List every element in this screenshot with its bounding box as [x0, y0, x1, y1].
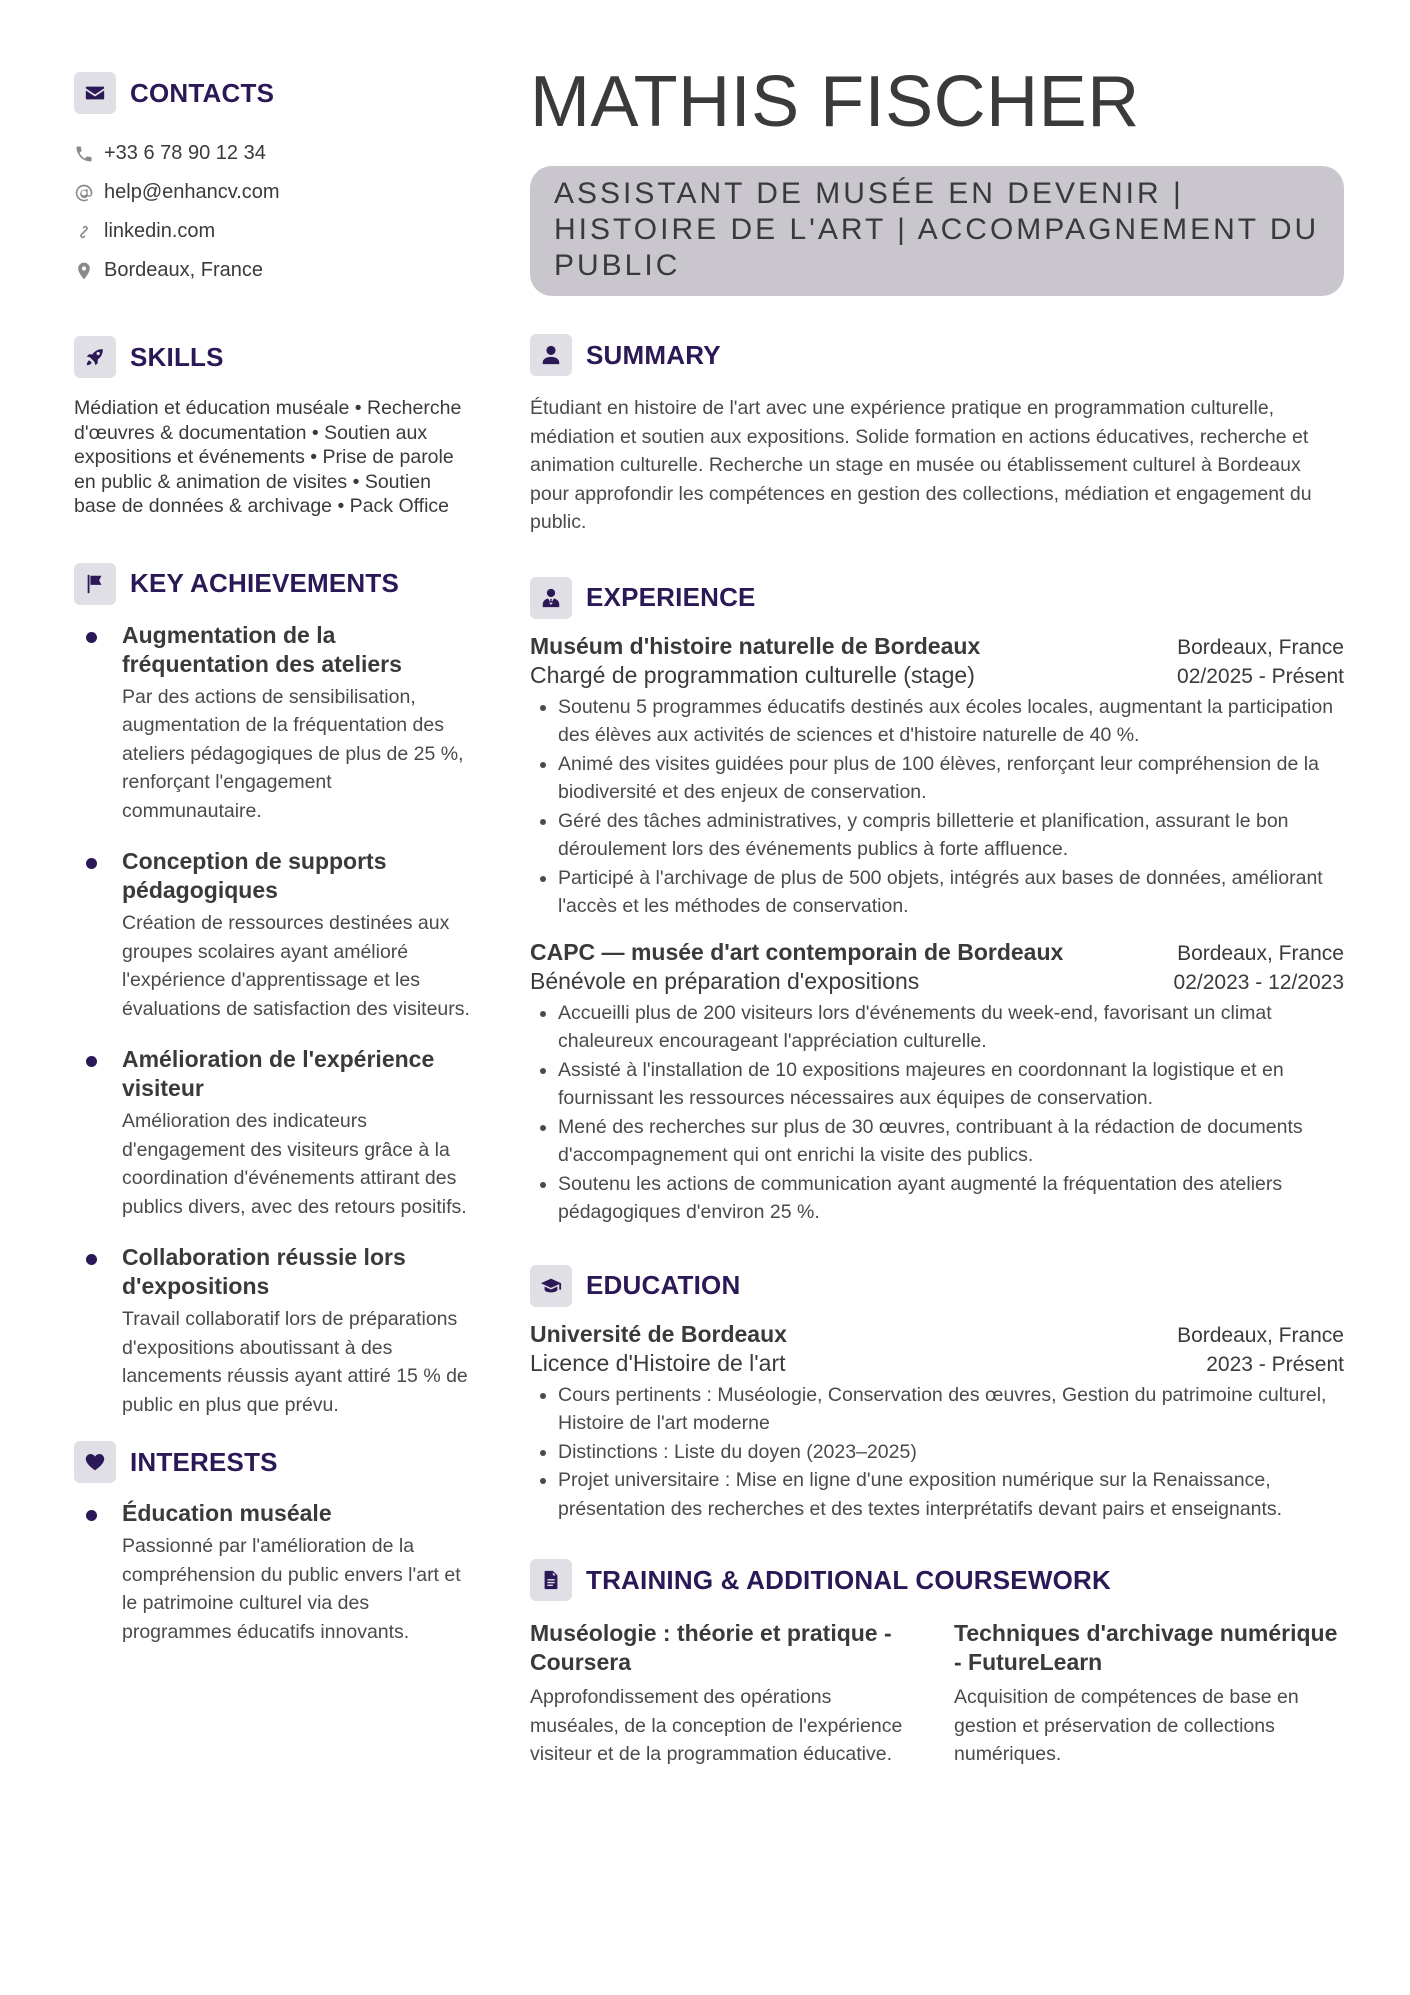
- job-dates: 02/2023 - 12/2023: [1173, 970, 1344, 994]
- user-tie-icon: [530, 577, 572, 619]
- contact-location: [74, 251, 474, 290]
- bullet-item: Mené des recherches sur plus de 30 œuvres, contribuant à la rédaction de documents d'accompagnement qui ont enrichi la visite des publics.: [530, 1113, 1344, 1170]
- edu-location: Bordeaux, France: [1177, 1323, 1344, 1347]
- achievements-section: [74, 563, 474, 1420]
- bullet-dot: [86, 632, 97, 643]
- experience-title: EXPERIENCE: [586, 582, 756, 612]
- achievements-list: [74, 621, 474, 1420]
- interest-desc: Passionné par l'amélioration de la compréhension du public envers l'art et le patrimoine culturel via des programmes éducatifs innovants.: [122, 1535, 461, 1643]
- training-item-desc: Approfondissement des opérations muséales, de la conception de l'expérience visiteur et de la programmation éducative.: [530, 1686, 903, 1765]
- education-entry: [530, 1321, 1344, 1524]
- bullet-item: Géré des tâches administratives, y compris billetterie et planification, assurant le bon déroulement lors des événements publics à forte affluence.: [530, 807, 1344, 864]
- training-item-desc: Acquisition de compétences de base en gestion et préservation de collections numériques.: [954, 1686, 1299, 1765]
- job-company: CAPC — musée d'art contemporain de Bordeaux: [530, 938, 1064, 965]
- linkedin-text[interactable]: linkedin.com: [104, 220, 216, 242]
- resume-header: [530, 62, 1344, 296]
- at-icon: [74, 183, 94, 203]
- experience-header: [530, 577, 1344, 619]
- achievement-desc: Amélioration des indicateurs d'engagement des visiteurs grâce à la coordination d'événements attirant des publics divers, avec des retours positifs.: [122, 1110, 467, 1218]
- achievement-title: Conception de supports pédagogiques: [122, 848, 387, 903]
- email-text[interactable]: help@enhancv.com: [104, 181, 280, 203]
- achievement-title: Amélioration de l'expérience visiteur: [122, 1046, 435, 1101]
- interest-title: Éducation muséale: [122, 1500, 332, 1526]
- job-entry: [530, 939, 1344, 1227]
- job-row-company: [530, 939, 1344, 966]
- contact-phone: [74, 134, 474, 173]
- graduation-cap-icon: [530, 1265, 572, 1307]
- contact-list: [74, 134, 474, 290]
- achievement-desc: Travail collaboratif lors de préparations d'expositions aboutissant à des lancements réussis ayant attiré 15 % de public en plus que prévu.: [122, 1308, 468, 1416]
- flag-icon: [74, 563, 116, 605]
- bullet-item: Projet universitaire : Mise en ligne d'une exposition numérique sur la Renaissance, présentation des recherches et des textes interprétatifs devant pairs et enseignants.: [530, 1466, 1344, 1523]
- achievement-desc: Par des actions de sensibilisation, augmentation de la fréquentation des ateliers pédagogiques de plus de 25 %, renforçant l'engagement communautaire.: [122, 685, 464, 822]
- candidate-name: MATHIS FISCHER: [530, 62, 1140, 142]
- training-item-title: Techniques d'archivage numérique - FutureLearn: [954, 1620, 1338, 1675]
- bullet-dot: [86, 1254, 97, 1265]
- tagline-banner: ASSISTANT DE MUSÉE EN DEVENIR | HISTOIRE DE L'ART | ACCOMPAGNEMENT DU PUBLIC: [530, 166, 1344, 296]
- education-title: EDUCATION: [586, 1270, 741, 1300]
- achievement-item: [74, 847, 474, 1023]
- user-icon: [530, 334, 572, 376]
- left-column: [74, 72, 474, 1668]
- contacts-header: [74, 72, 474, 114]
- training-item: [954, 1619, 1344, 1769]
- skills-header: [74, 336, 474, 378]
- bullet-item: Soutenu 5 programmes éducatifs destinés aux écoles locales, augmentant la participation des élèves aux activités de sciences et d'histoire naturelle de 40 %.: [530, 693, 1344, 750]
- job-bullets: [530, 999, 1344, 1227]
- summary-header: [530, 334, 1344, 376]
- contact-email: [74, 173, 474, 212]
- rocket-icon: [74, 336, 116, 378]
- bullet-item: Cours pertinents : Muséologie, Conservation des œuvres, Gestion du patrimoine culturel, Histoire de l'art moderne: [530, 1381, 1344, 1438]
- training-grid: [530, 1619, 1344, 1769]
- achievement-title: Augmentation de la fréquentation des ateliers: [122, 621, 402, 677]
- job-company: Muséum d'histoire naturelle de Bordeaux: [530, 632, 981, 659]
- achievement-item: [74, 621, 474, 826]
- interests-title: INTERESTS: [130, 1446, 278, 1477]
- achievement-item: [74, 1243, 474, 1419]
- envelope-icon: [74, 72, 116, 114]
- contacts-title: CONTACTS: [130, 77, 275, 108]
- achievements-header: [74, 563, 474, 605]
- edu-row-school: [530, 1321, 1344, 1348]
- contacts-section: [74, 72, 474, 290]
- edu-school: Université de Bordeaux: [530, 1320, 787, 1347]
- bullet-dot: [86, 858, 97, 869]
- training-section: [530, 1559, 1344, 1769]
- skills-title: SKILLS: [130, 341, 224, 372]
- job-row-company: [530, 633, 1344, 660]
- bullet-item: Distinctions : Liste du doyen (2023–2025): [530, 1438, 1344, 1467]
- summary-section: [530, 334, 1344, 537]
- job-location: Bordeaux, France: [1177, 941, 1344, 965]
- job-dates: 02/2025 - Présent: [1177, 664, 1344, 688]
- edu-bullets: [530, 1381, 1344, 1524]
- bullet-item: Assisté à l'installation de 10 expositions majeures en coordonnant la logistique et en fournissant les ressources nécessaires aux équipes de conservation.: [530, 1056, 1344, 1113]
- interest-item: [74, 1499, 474, 1646]
- link-icon: [74, 222, 94, 242]
- training-header: [530, 1559, 1344, 1601]
- training-title: TRAINING & ADDITIONAL COURSEWORK: [586, 1564, 1111, 1595]
- bullet-item: Animé des visites guidées pour plus de 100 élèves, renforçant leur compréhension de la biodiversité et des enjeux de conservation.: [530, 750, 1344, 807]
- achievement-title: Collaboration réussie lors d'expositions: [122, 1244, 406, 1299]
- document-icon: [530, 1559, 572, 1601]
- map-pin-icon: [74, 261, 94, 281]
- experience-section: [530, 577, 1344, 1227]
- education-section: [530, 1265, 1344, 1524]
- job-row-role: [530, 662, 1344, 689]
- interests-header: [74, 1441, 474, 1483]
- job-location: Bordeaux, France: [1177, 635, 1344, 659]
- interests-list: [74, 1499, 474, 1646]
- achievements-title: KEY ACHIEVEMENTS: [130, 568, 400, 598]
- interests-section: [74, 1441, 474, 1646]
- location-text: Bordeaux, France: [104, 259, 263, 281]
- job-role: Bénévole en préparation d'expositions: [530, 967, 920, 994]
- bullet-dot: [86, 1056, 97, 1067]
- training-item: [530, 1619, 920, 1769]
- contact-linkedin: [74, 212, 474, 251]
- job-role: Chargé de programmation culturelle (stage): [530, 661, 975, 688]
- skills-text: Médiation et éducation muséale • Recherche d'œuvres & documentation • Soutien aux expositions et événements • Prise de parole en public & animation de visites • Soutien base de données & archivage • Pack Office: [74, 397, 462, 517]
- heart-icon: [74, 1441, 116, 1483]
- bullet-item: Accueilli plus de 200 visiteurs lors d'événements du week-end, favorisant un climat chaleureux encourageant l'appréciation culturelle.: [530, 999, 1344, 1056]
- achievement-item: [74, 1045, 474, 1221]
- job-row-role: [530, 968, 1344, 995]
- summary-text: Étudiant en histoire de l'art avec une expérience pratique en programmation culturelle, médiation et soutien aux expositions. Solide formation en actions éducatives, recherche et animation culturelle. Recherche un stage en musée ou établissement culturel à Bordeaux pour approfondir les compétences en gestion des collections, médiation et engagement du public.: [530, 397, 1312, 533]
- phone-text[interactable]: +33 6 78 90 12 34: [104, 142, 266, 164]
- education-header: [530, 1265, 1344, 1307]
- summary-title: SUMMARY: [586, 339, 721, 370]
- bullet-item: Soutenu les actions de communication ayant augmenté la fréquentation des ateliers pédagogiques d'environ 25 %.: [530, 1170, 1344, 1227]
- skills-section: [74, 336, 474, 519]
- training-item-title: Muséologie : théorie et pratique - Coursera: [530, 1620, 892, 1675]
- right-column: [530, 62, 1344, 1769]
- job-entry: [530, 633, 1344, 921]
- edu-row-degree: [530, 1350, 1344, 1377]
- bullet-dot: [86, 1510, 97, 1521]
- job-bullets: [530, 693, 1344, 921]
- bullet-item: Participé à l'archivage de plus de 500 objets, intégrés aux bases de données, améliorant l'accès et les méthodes de conservation.: [530, 864, 1344, 921]
- phone-icon: [74, 144, 94, 164]
- achievement-desc: Création de ressources destinées aux groupes scolaires ayant amélioré l'expérience d'apprentissage et les évaluations de satisfaction des visiteurs.: [122, 912, 470, 1020]
- edu-degree: Licence d'Histoire de l'art: [530, 1349, 786, 1376]
- edu-dates: 2023 - Présent: [1206, 1352, 1344, 1376]
